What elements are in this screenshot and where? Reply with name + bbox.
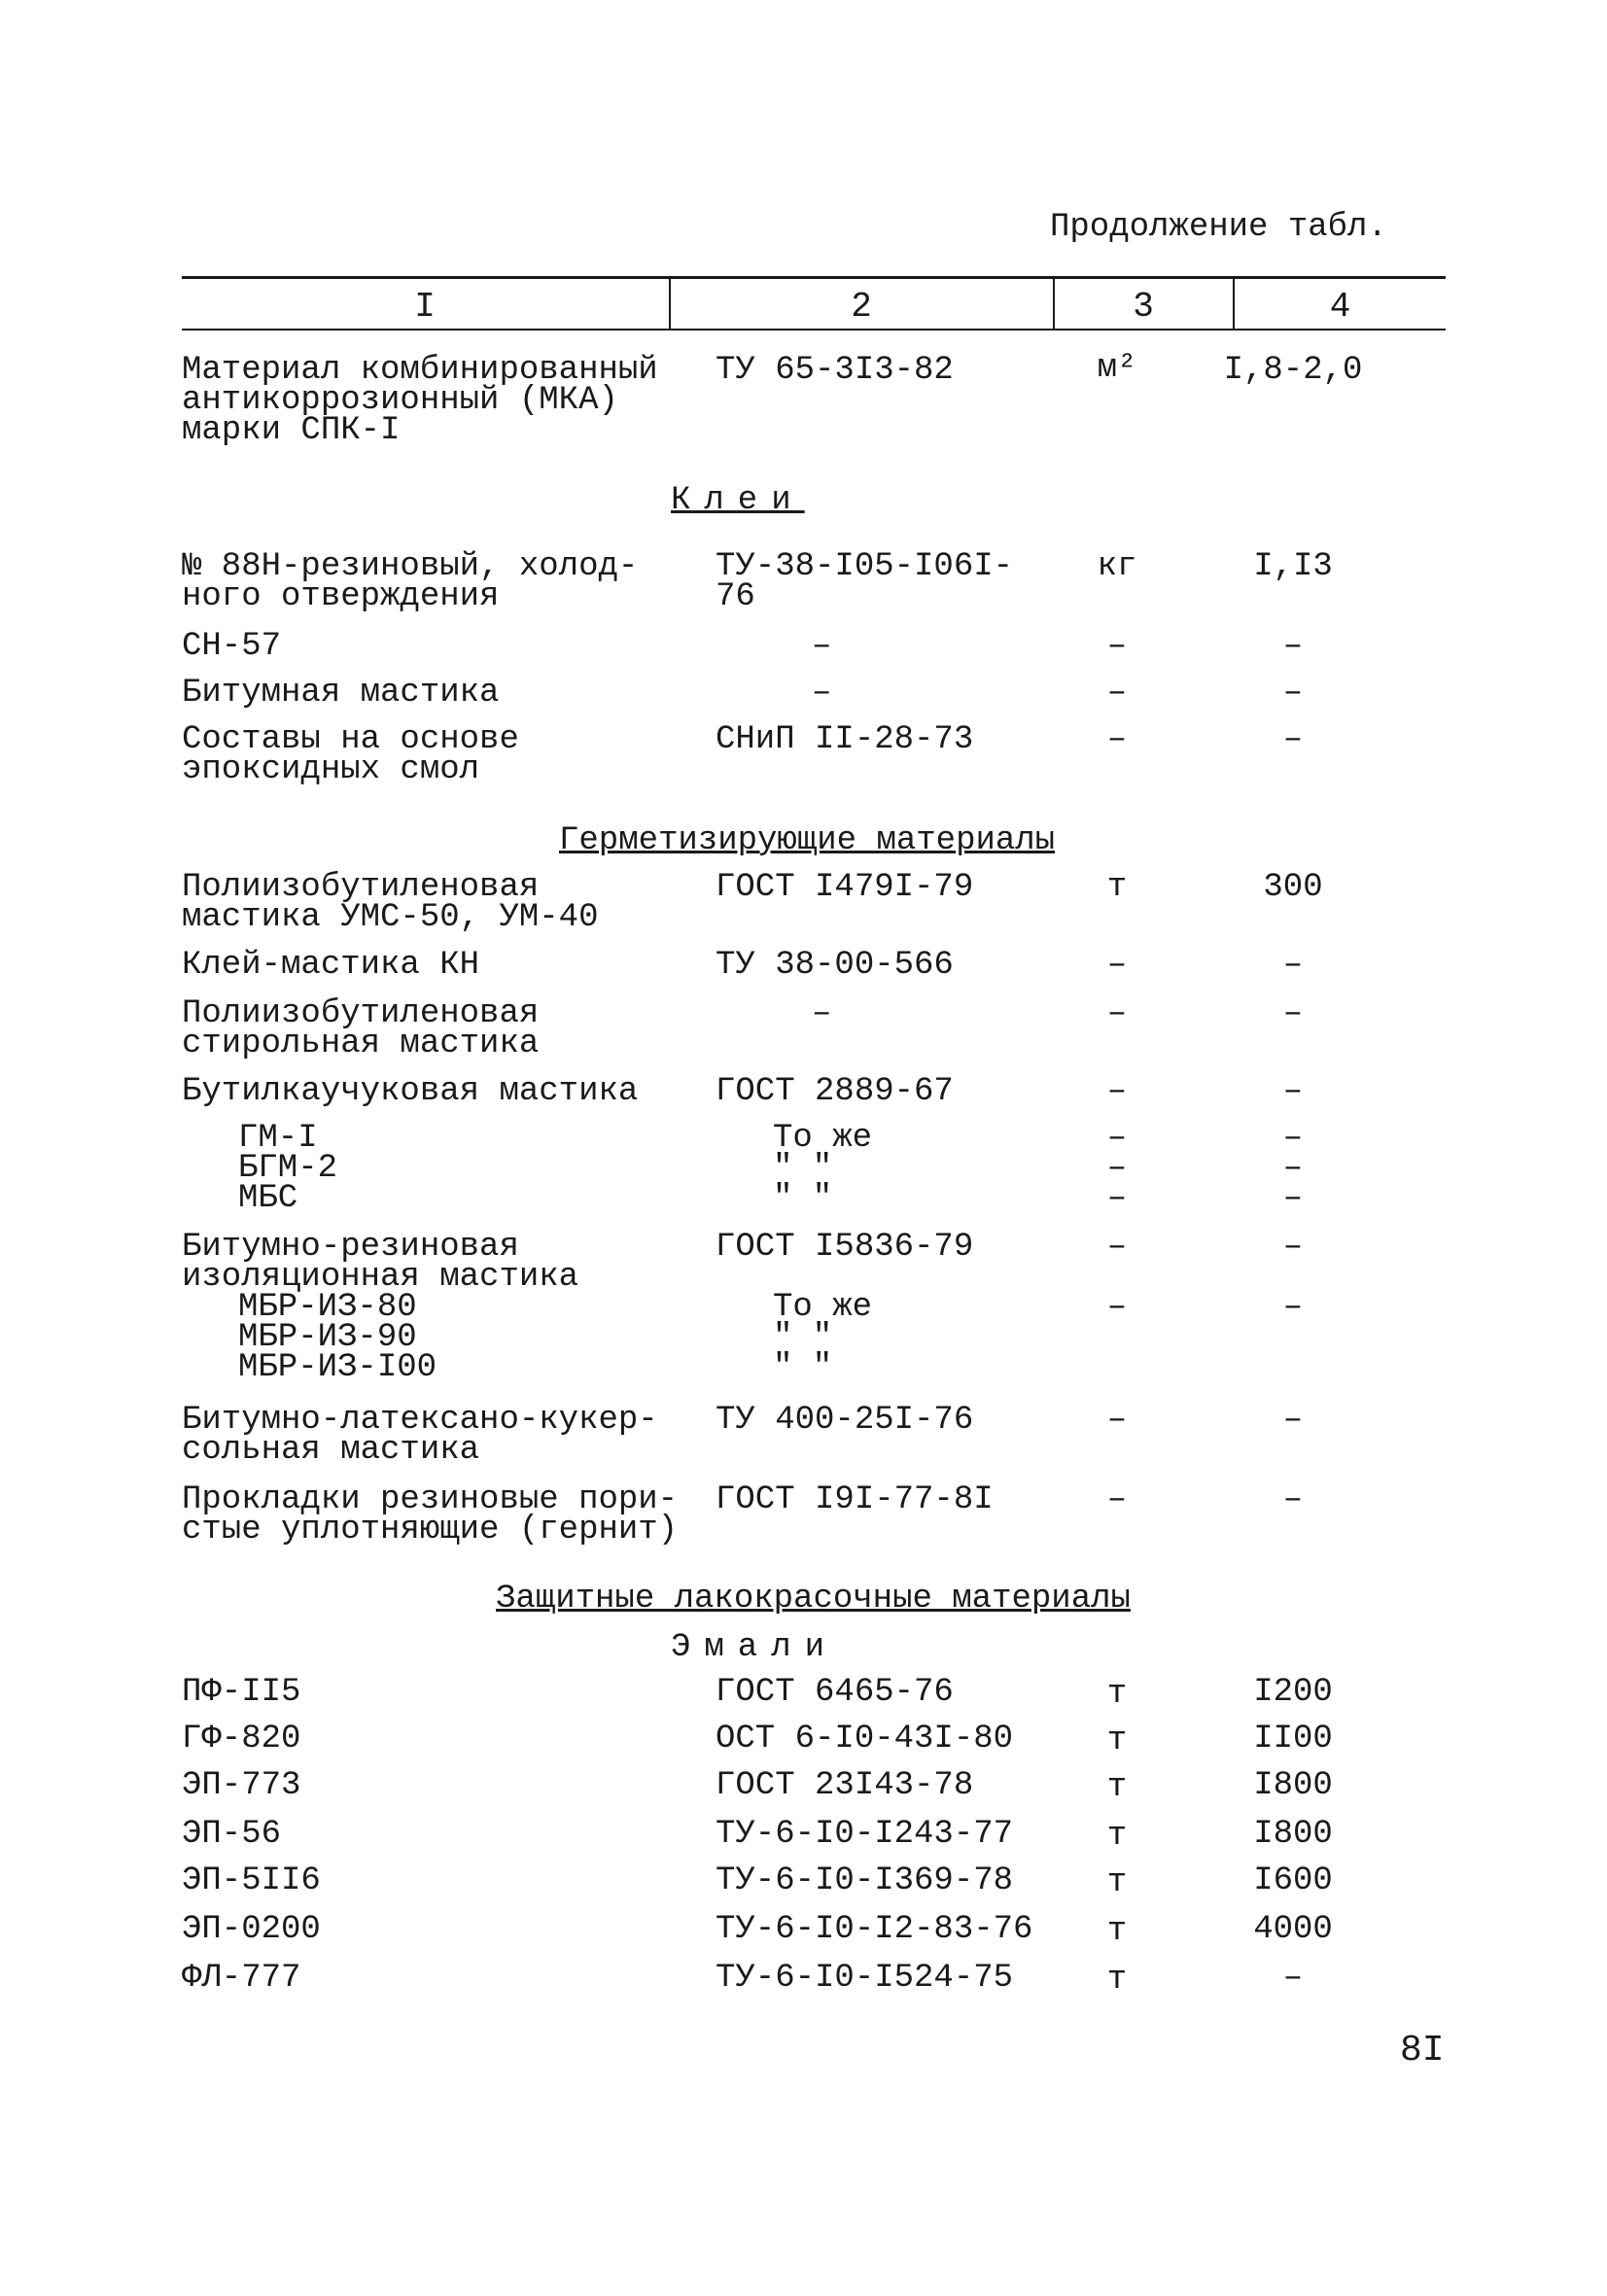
section-title-coatings: Защитные лакокрасочные материалы [496, 1581, 1131, 1618]
row-gaskets-unit: – [1106, 1481, 1128, 1518]
continuation-label: Продолжение табл. [1050, 209, 1387, 246]
row-latex-mastic-value: – [1282, 1402, 1304, 1439]
row-ep56-value: I800 [1253, 1816, 1333, 1853]
row-sn57-standard: – [812, 628, 832, 665]
row-ep773-name: ЭП-773 [182, 1767, 301, 1804]
column-header-3: 3 [1133, 287, 1154, 327]
row-bitumen-mastic-unit: – [1106, 675, 1128, 712]
row-gaskets-name: Прокладки резиновые пори- стые уплотняющие (гернит) [182, 1481, 679, 1548]
row-pib-styrene-standard: – [812, 995, 832, 1032]
row-epoxy-standard: СНиП II-28-73 [716, 721, 974, 758]
row-glue-88n-standard: ТУ-38-I05-I06I- 76 [716, 548, 1014, 615]
row-latex-mastic-standard: ТУ 400-25I-76 [716, 1402, 974, 1439]
row-kn-standard: ТУ 38-00-566 [716, 947, 954, 984]
row-ep5116-value: I600 [1253, 1862, 1333, 1899]
row-pib-mastic-standard: ГОСТ I479I-79 [716, 869, 974, 906]
row-pib-mastic-value: 300 [1263, 869, 1323, 906]
row-bitumen-mastic-name: Битумная мастика [182, 675, 500, 712]
row-sn57-name: СН-57 [182, 628, 282, 665]
row-butyl-grades-names: ГМ-I БГМ-2 МБС [238, 1120, 338, 1217]
row-sn57-unit: – [1106, 628, 1128, 665]
row-epoxy-name: Составы на основе эпоксидных смол [182, 721, 519, 788]
row-material-value: I,8-2,0 [1223, 352, 1363, 389]
row-ep0200-name: ЭП-0200 [182, 1911, 321, 1948]
table-top-rule [182, 276, 1446, 279]
row-kn-value: – [1282, 947, 1304, 984]
row-pib-mastic-name: Полиизобутиленовая мастика УМС-50, УМ-40 [182, 869, 599, 936]
row-pf115-standard: ГОСТ 6465-76 [716, 1674, 954, 1711]
row-fl777-value: – [1282, 1960, 1304, 1997]
row-mbr-grades-names: МБР-ИЗ-80 МБР-ИЗ-90 МБР-ИЗ-I00 [238, 1289, 437, 1386]
row-sn57-value: – [1282, 628, 1304, 665]
row-gf820-standard: ОСТ 6-I0-43I-80 [716, 1721, 1014, 1757]
row-mbr-grades-value: – [1282, 1289, 1304, 1326]
row-gaskets-value: – [1282, 1481, 1304, 1518]
row-pib-styrene-value: – [1282, 995, 1304, 1032]
row-rubber-bitumen-unit: – [1106, 1229, 1128, 1266]
row-material-unit: м² [1097, 350, 1137, 387]
row-pib-styrene-unit: – [1106, 995, 1128, 1032]
row-gaskets-standard: ГОСТ I9I-77-8I [716, 1481, 994, 1518]
column-header-2: 2 [851, 287, 872, 327]
row-ep56-name: ЭП-56 [182, 1816, 282, 1853]
row-glue-88n-name: № 88Н-резиновый, холод- ного отверждения [182, 548, 639, 615]
row-fl777-standard: ТУ-6-I0-I524-75 [716, 1960, 1014, 1997]
row-gf820-unit: т [1106, 1722, 1128, 1759]
row-ep773-unit: т [1106, 1769, 1128, 1806]
row-pib-styrene-name: Полиизобутиленовая стирольная мастика [182, 995, 540, 1062]
row-gf820-value: II00 [1253, 1721, 1333, 1757]
row-latex-mastic-name: Битумно-латексано-кукер- сольная мастика [182, 1402, 658, 1469]
row-ep5116-unit: т [1106, 1864, 1128, 1901]
header-bottom-rule [182, 329, 1446, 330]
row-butyl-mastic-name: Бутилкаучуковая мастика [182, 1073, 639, 1110]
row-fl777-unit: т [1106, 1962, 1128, 1999]
row-pib-mastic-unit: т [1106, 869, 1128, 906]
row-butyl-grades-units: – – – [1106, 1120, 1128, 1217]
section-title-glues: Клеи [671, 482, 805, 519]
row-butyl-mastic-standard: ГОСТ 2889-67 [716, 1073, 954, 1110]
row-mbr-grades-standards: То же " " " " [773, 1289, 873, 1386]
row-ep56-unit: т [1106, 1818, 1128, 1855]
row-material-standard: ТУ 65-3I3-82 [716, 352, 954, 389]
row-ep773-value: I800 [1253, 1767, 1333, 1804]
column-header-1: I [414, 287, 436, 327]
row-butyl-mastic-unit: – [1106, 1073, 1128, 1110]
row-ep5116-standard: ТУ-6-I0-I369-78 [716, 1862, 1014, 1899]
section-title-sealants: Герметизирующие материалы [559, 822, 1056, 859]
row-ep0200-unit: т [1106, 1913, 1128, 1950]
row-gf820-name: ГФ-820 [182, 1721, 301, 1757]
row-glue-88n-value: I,I3 [1253, 548, 1333, 585]
row-ep0200-value: 4000 [1253, 1911, 1333, 1948]
row-epoxy-unit: – [1106, 721, 1128, 758]
row-butyl-mastic-value: – [1282, 1073, 1304, 1110]
row-rubber-bitumen-value: – [1282, 1229, 1304, 1266]
row-bitumen-mastic-standard: – [812, 675, 832, 712]
row-pf115-value: I200 [1253, 1674, 1333, 1711]
row-fl777-name: ФЛ-777 [182, 1960, 301, 1997]
row-ep0200-standard: ТУ-6-I0-I2-83-76 [716, 1911, 1033, 1948]
row-ep56-standard: ТУ-6-I0-I243-77 [716, 1816, 1014, 1853]
column-header-4: 4 [1329, 287, 1351, 327]
row-epoxy-value: – [1282, 721, 1304, 758]
row-butyl-grades-standards: То же " " " " [773, 1120, 873, 1217]
row-pf115-name: ПФ-II5 [182, 1674, 301, 1711]
row-glue-88n-unit: кг [1097, 548, 1137, 585]
page-number: 8I [1400, 2030, 1445, 2071]
row-mbr-grades-unit: – [1106, 1289, 1128, 1326]
row-kn-unit: – [1106, 947, 1128, 984]
row-kn-name: Клей-мастика КН [182, 947, 480, 984]
row-rubber-bitumen-standard: ГОСТ I5836-79 [716, 1229, 974, 1266]
row-butyl-grades-values: – – – [1282, 1120, 1304, 1217]
row-latex-mastic-unit: – [1106, 1402, 1128, 1439]
row-material-name: Материал комбинированный антикоррозионный (МКА) марки СПК-I [182, 352, 658, 449]
section-title-enamels: Эмали [671, 1629, 839, 1666]
row-bitumen-mastic-value: – [1282, 675, 1304, 712]
row-pf115-unit: т [1106, 1676, 1128, 1713]
row-ep5116-name: ЭП-5II6 [182, 1862, 321, 1899]
row-ep773-standard: ГОСТ 23I43-78 [716, 1767, 974, 1804]
row-rubber-bitumen-name: Битумно-резиновая изоляционная мастика [182, 1229, 579, 1296]
